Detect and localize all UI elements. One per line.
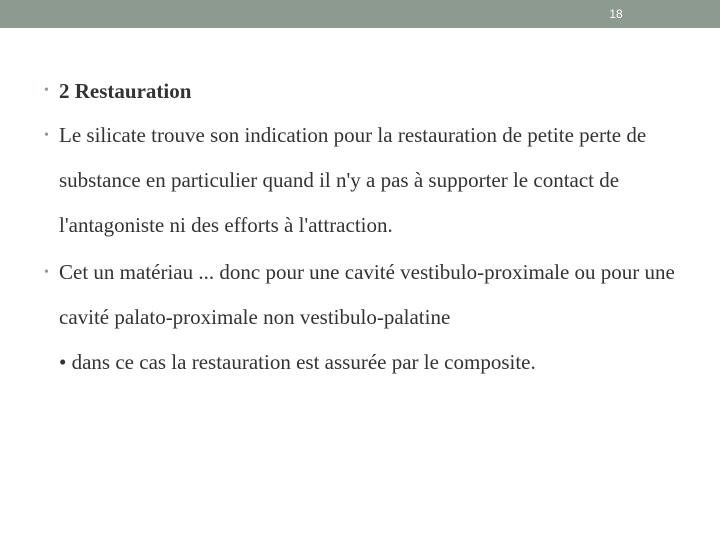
- bullet-item: [44, 250, 684, 385]
- slide-number: 18: [609, 7, 623, 21]
- sub-bullet-icon: •: [59, 350, 67, 374]
- bullet-icon: •: [44, 265, 49, 280]
- section-heading-text: 2 Restauration: [59, 79, 192, 103]
- section-heading: [44, 72, 684, 110]
- bullet-text: Le silicate trouve son indication pour la restauration de petite perte de substance en particulier quand il n'y a pas à supporter le contact de l'antagoniste ni des efforts à l'attraction.: [59, 123, 647, 237]
- bullet-icon: •: [44, 128, 49, 143]
- bullet-text: Cet un matériau ... donc pour une cavité vestibulo-proximale ou pour une cavité palato-proximale non vestibulo-palatine: [59, 260, 675, 329]
- sub-bullet-item: [59, 340, 684, 385]
- bullet-item: [44, 113, 684, 248]
- slide-content: [44, 72, 684, 387]
- sub-bullet-text: dans ce cas la restauration est assurée par le composite.: [71, 350, 536, 374]
- bullet-icon: •: [44, 83, 49, 98]
- header-bar: [0, 0, 720, 28]
